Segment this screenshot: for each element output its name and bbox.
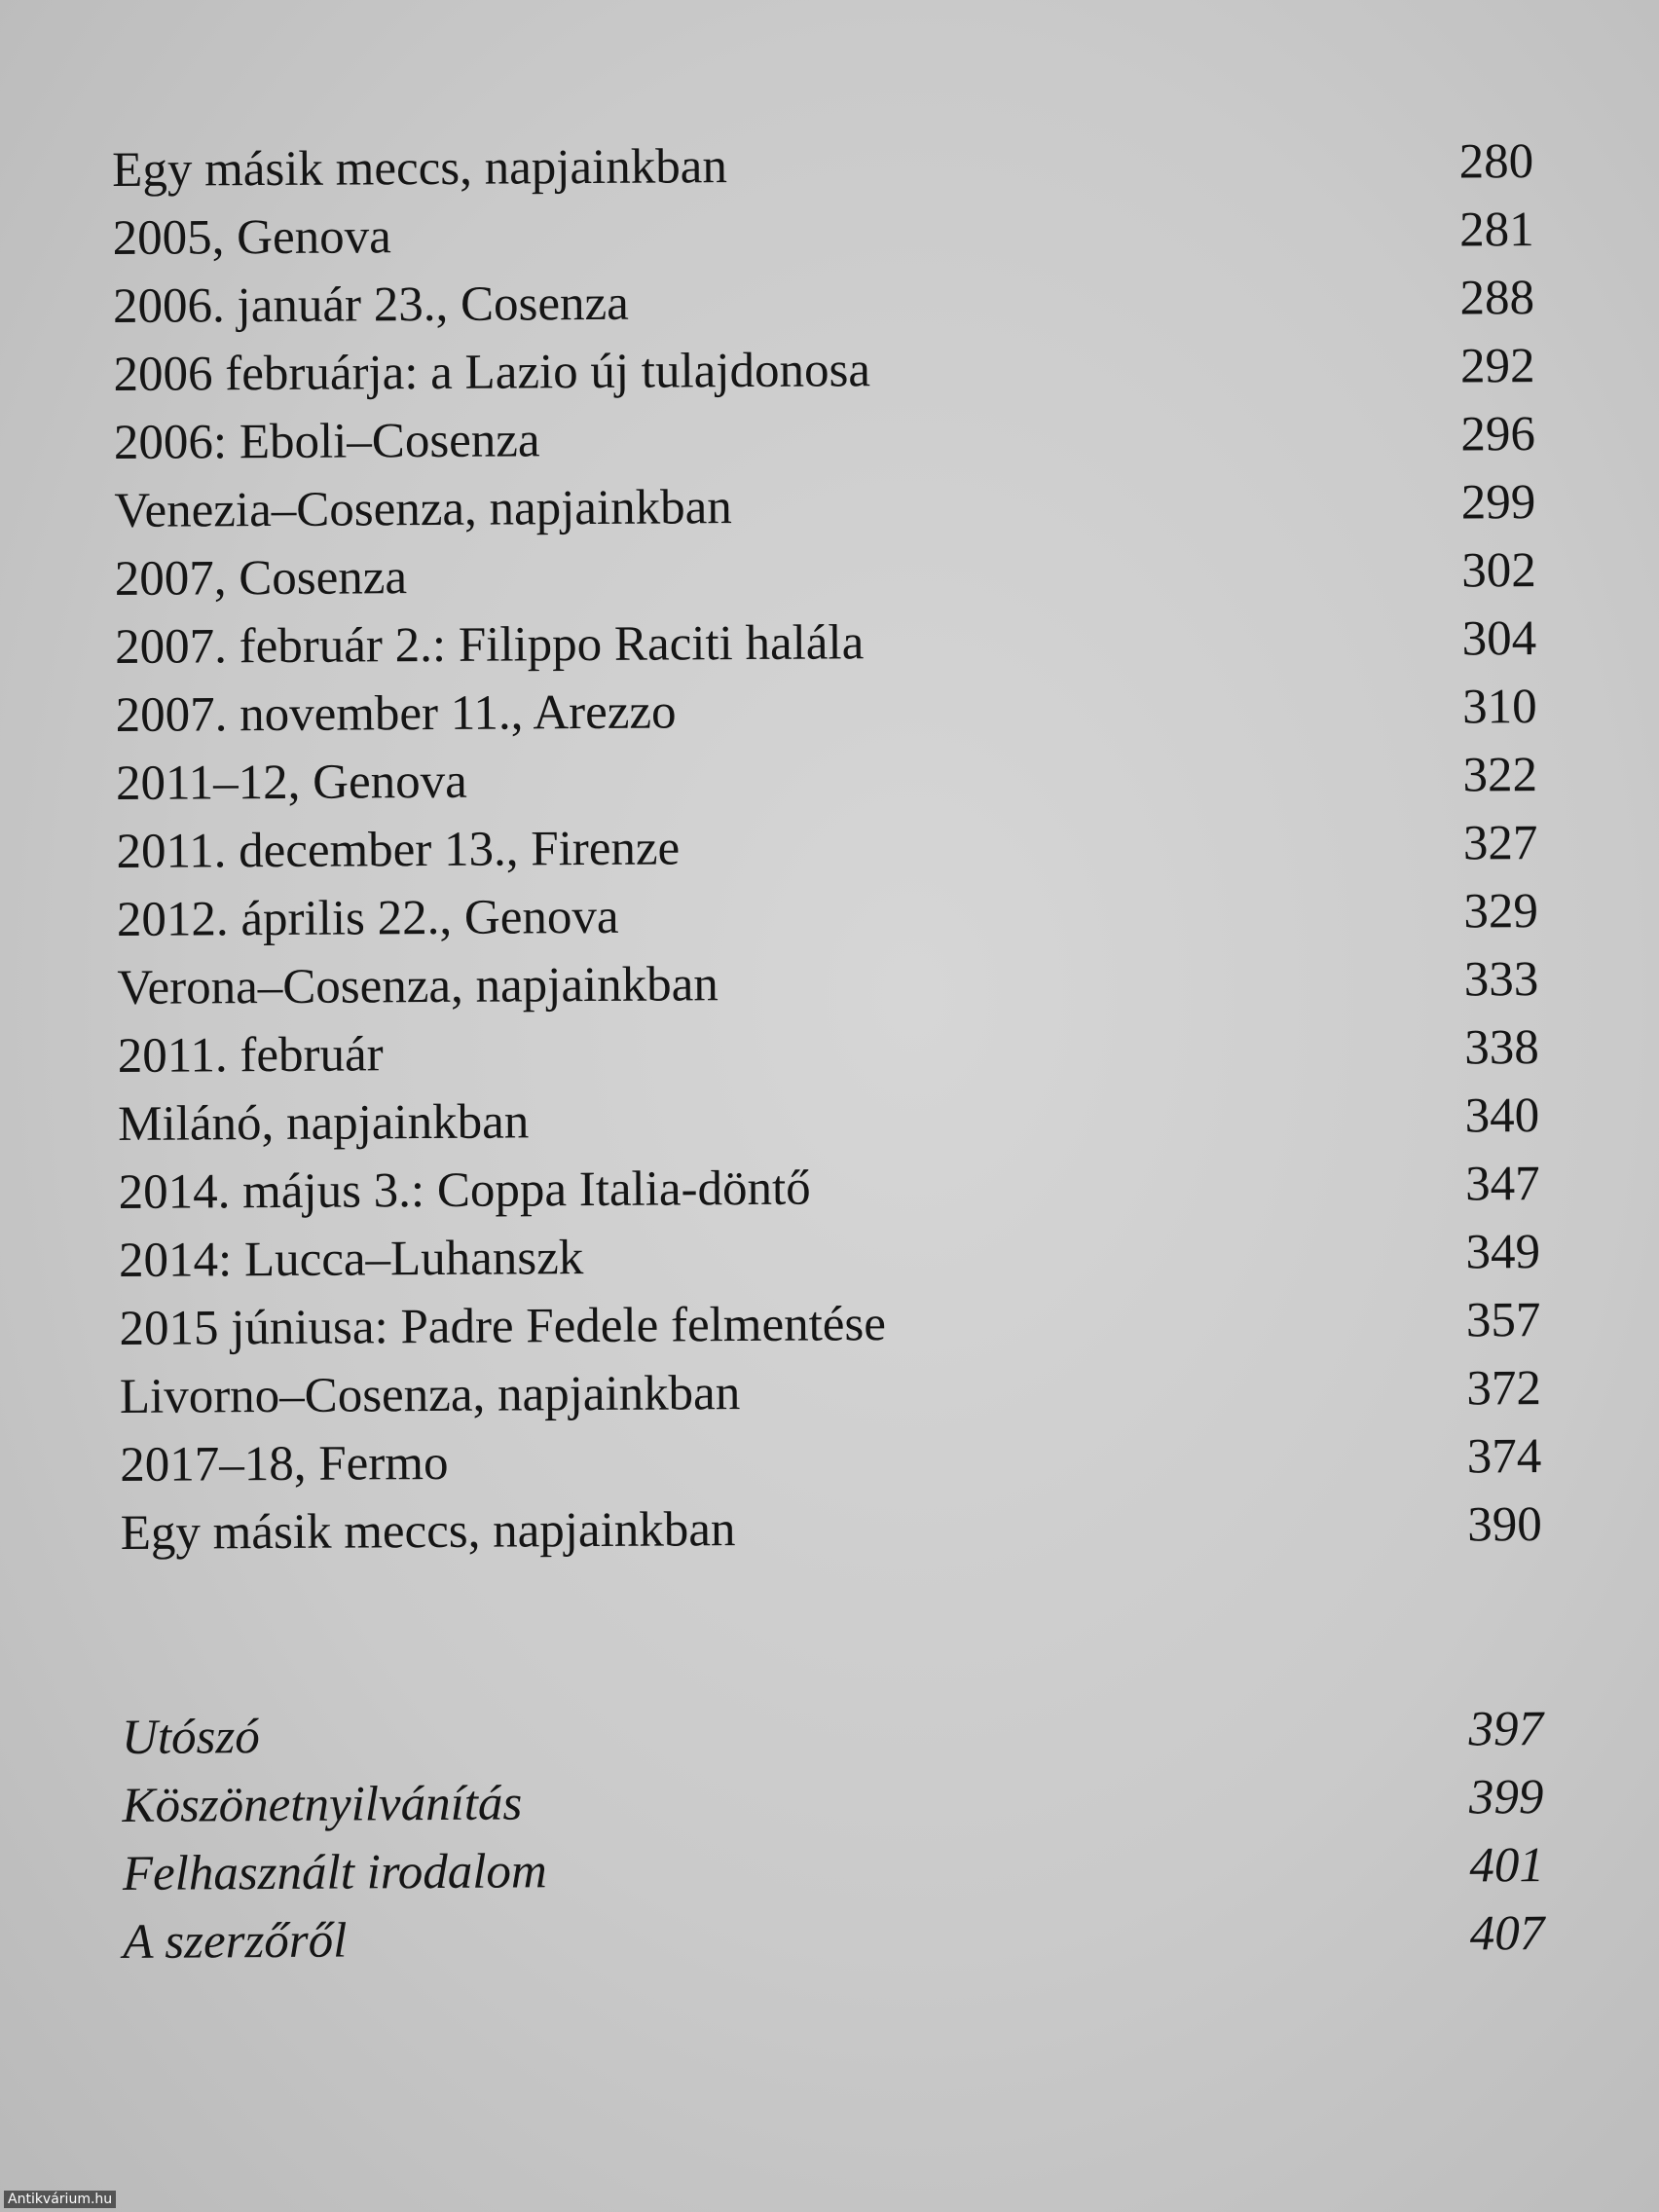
toc-entry-title: Egy másik meccs, napjainkban <box>112 139 728 198</box>
toc-entry-title: 2012. április 22., Genova <box>116 889 619 947</box>
toc-entry-title: A szerzőről <box>123 1913 348 1970</box>
toc-entry-title: Verona–Cosenza, napjainkban <box>117 957 719 1015</box>
toc-entry-title: 2007, Cosenza <box>114 550 408 607</box>
toc-entry <box>123 1831 1544 1908</box>
toc-entry-title: 2006. január 23., Cosenza <box>112 276 629 334</box>
toc-entry <box>118 1014 1539 1090</box>
toc-entry <box>112 196 1533 273</box>
toc-entry-page-number: 288 <box>1459 271 1535 326</box>
toc-entry-title: Milánó, napjainkban <box>118 1094 530 1152</box>
toc-entry-title: 2006 februárja: a Lazio új tulajdonosa <box>113 343 871 402</box>
toc-entry-page-number: 327 <box>1462 816 1538 871</box>
toc-entry-title: 2006: Eboli–Cosenza <box>113 413 540 470</box>
toc-entry <box>115 605 1536 682</box>
toc-entry <box>115 536 1536 613</box>
toc-entry <box>119 1218 1540 1295</box>
toc-entry-page-number: 338 <box>1464 1020 1539 1076</box>
toc-entry-title: Utószó <box>121 1710 260 1765</box>
toc-entry <box>120 1422 1541 1499</box>
toc-main-list <box>112 128 1542 1567</box>
toc-entry-title: 2011. február <box>117 1027 384 1084</box>
toc-entry <box>115 673 1536 750</box>
toc-entry <box>123 1899 1544 1976</box>
toc-entry <box>113 264 1534 341</box>
toc-entry-page-number: 357 <box>1465 1293 1541 1348</box>
toc-entry-page-number: 302 <box>1461 543 1536 599</box>
toc-entry-title: 2005, Genova <box>112 209 391 266</box>
toc-entry <box>114 400 1535 477</box>
toc-entry <box>117 945 1538 1022</box>
toc-entry-title: 2007. február 2.: Filippo Raciti halála <box>115 615 865 675</box>
toc-entry <box>116 809 1537 886</box>
toc-entry-page-number: 347 <box>1464 1157 1540 1212</box>
toc-entry-page-number: 296 <box>1460 407 1536 462</box>
toc-entry-page-number: 397 <box>1468 1702 1544 1757</box>
toc-entry-page-number: 349 <box>1465 1225 1541 1280</box>
toc-entry <box>114 468 1535 545</box>
toc-entry-page-number: 407 <box>1469 1906 1545 1962</box>
toc-entry-page-number: 340 <box>1464 1088 1540 1144</box>
toc-entry-title: 2007. november 11., Arezzo <box>115 684 677 743</box>
toc-entry <box>113 332 1534 409</box>
toc-entry-title: 2014. május 3.: Coppa Italia-döntő <box>118 1161 811 1220</box>
toc-entry-page-number: 292 <box>1459 339 1535 394</box>
toc-entry-title: 2017–18, Fermo <box>120 1435 449 1493</box>
toc-entry-title: Egy másik meccs, napjainkban <box>120 1502 736 1561</box>
toc-entry <box>119 1286 1540 1363</box>
toc-entry <box>117 877 1538 954</box>
toc-entry <box>121 1491 1542 1567</box>
toc-entry <box>122 1763 1543 1840</box>
toc-entry-page-number: 401 <box>1469 1838 1545 1894</box>
toc-entry-page-number: 374 <box>1466 1429 1542 1485</box>
toc-entry-title: 2011–12, Genova <box>115 754 467 811</box>
toc-entry-title: 2011. december 13., Firenze <box>116 821 681 879</box>
toc-entry-title: Livorno–Cosenza, napjainkban <box>119 1366 741 1424</box>
toc-entry <box>122 1695 1543 1772</box>
toc-entry <box>112 128 1533 204</box>
toc-entry-title: Köszönetnyilvánítás <box>122 1776 523 1833</box>
toc-entry-title: 2015 júniusa: Padre Fedele felmentése <box>119 1297 887 1356</box>
toc-entry-page-number: 399 <box>1468 1770 1544 1825</box>
toc-entry-title: 2014: Lucca–Luhanszk <box>118 1231 584 1288</box>
toc-back-matter <box>122 1695 1545 1976</box>
toc-entry <box>116 741 1537 818</box>
toc-entry-page-number: 322 <box>1462 748 1538 803</box>
toc-entry-page-number: 281 <box>1458 203 1534 258</box>
toc-entry <box>118 1150 1539 1227</box>
toc-entry-page-number: 310 <box>1461 680 1537 735</box>
toc-entry-title: Felhasznált irodalom <box>122 1844 547 1901</box>
toc-entry-page-number: 304 <box>1461 611 1537 667</box>
toc-entry-page-number: 280 <box>1458 134 1534 190</box>
toc-entry-page-number: 299 <box>1460 475 1536 531</box>
toc-entry-title: Venezia–Cosenza, napjainkban <box>114 480 732 538</box>
watermark: Antikvárium.hu <box>4 2191 116 2208</box>
toc-entry-page-number: 390 <box>1467 1497 1542 1553</box>
toc-entry <box>118 1082 1539 1159</box>
table-of-contents <box>112 128 1545 1976</box>
toc-entry <box>120 1354 1541 1431</box>
toc-entry-page-number: 333 <box>1463 952 1539 1008</box>
toc-entry-page-number: 372 <box>1466 1361 1542 1417</box>
toc-entry-page-number: 329 <box>1463 884 1539 940</box>
